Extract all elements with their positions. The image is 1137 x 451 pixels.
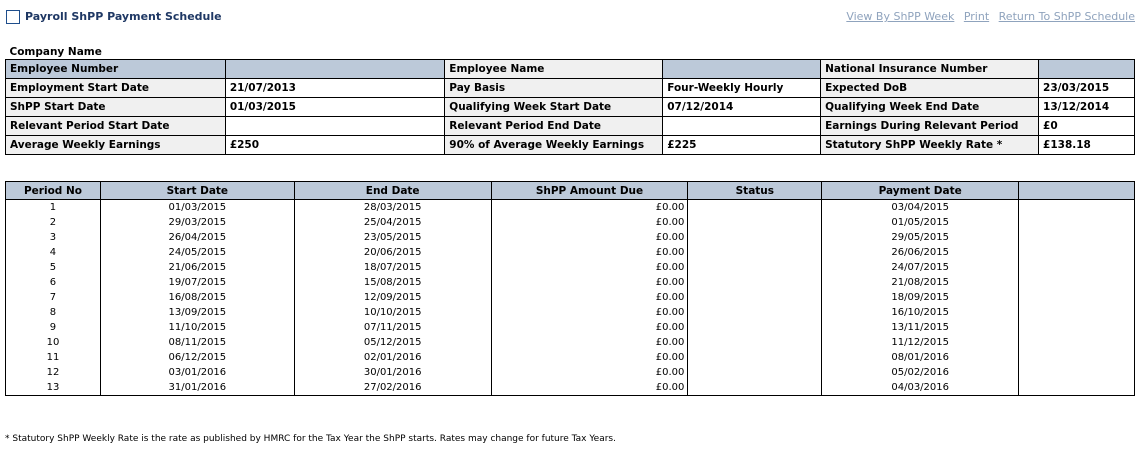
info-value: £138.18: [1039, 136, 1135, 155]
info-value: 01/03/2015: [225, 98, 444, 117]
table-row: [6, 320, 1135, 335]
amount-due-cell: £0.00: [491, 230, 688, 245]
status-cell: [688, 290, 822, 305]
info-value: [1039, 60, 1135, 79]
status-cell: [688, 215, 822, 230]
payment-date-cell: 29/05/2015: [822, 230, 1019, 245]
extra-cell: [1019, 290, 1135, 305]
table-row: [6, 275, 1135, 290]
end-date-cell: 30/01/2016: [294, 365, 491, 380]
table-row: [6, 305, 1135, 320]
status-cell: [688, 380, 822, 396]
info-label: Employment Start Date: [6, 79, 226, 98]
period-no-cell: 1: [6, 200, 101, 216]
table-row: [6, 260, 1135, 275]
info-value: £0: [1039, 117, 1135, 136]
employee-info-table: [5, 44, 1135, 155]
info-label: Employee Name: [445, 60, 663, 79]
status-cell: [688, 320, 822, 335]
info-label: Qualifying Week Start Date: [445, 98, 663, 117]
view-by-shpp-week-link[interactable]: View By ShPP Week: [846, 10, 955, 23]
info-value: [225, 117, 444, 136]
status-cell: [688, 365, 822, 380]
status-cell: [688, 200, 822, 216]
extra-cell: [1019, 320, 1135, 335]
extra-cell: [1019, 275, 1135, 290]
table-row: [6, 290, 1135, 305]
end-date-cell: 18/07/2015: [294, 260, 491, 275]
amount-due-cell: £0.00: [491, 200, 688, 216]
status-cell: [688, 275, 822, 290]
period-no-cell: 6: [6, 275, 101, 290]
start-date-cell: 13/09/2015: [100, 305, 294, 320]
period-no-cell: 12: [6, 365, 101, 380]
status-cell: [688, 230, 822, 245]
period-no-cell: 11: [6, 350, 101, 365]
info-label: ShPP Start Date: [6, 98, 226, 117]
info-label: Employee Number: [6, 60, 226, 79]
column-header: ShPP Amount Due: [491, 182, 688, 200]
payment-date-cell: 21/08/2015: [822, 275, 1019, 290]
amount-due-cell: £0.00: [491, 260, 688, 275]
table-row: [6, 230, 1135, 245]
page-header: [0, 0, 1137, 36]
start-date-cell: 21/06/2015: [100, 260, 294, 275]
period-no-cell: 7: [6, 290, 101, 305]
end-date-cell: 12/09/2015: [294, 290, 491, 305]
info-label: Pay Basis: [445, 79, 663, 98]
header-links: [840, 10, 1135, 23]
company-name-label: Company Name: [6, 44, 445, 60]
start-date-cell: 08/11/2015: [100, 335, 294, 350]
amount-due-cell: £0.00: [491, 365, 688, 380]
info-row: [6, 136, 1135, 155]
info-value: [663, 117, 821, 136]
amount-due-cell: £0.00: [491, 335, 688, 350]
status-cell: [688, 305, 822, 320]
info-value: 23/03/2015: [1039, 79, 1135, 98]
end-date-cell: 27/02/2016: [294, 380, 491, 396]
table-row: [6, 380, 1135, 396]
column-header: Status: [688, 182, 822, 200]
amount-due-cell: £0.00: [491, 350, 688, 365]
start-date-cell: 24/05/2015: [100, 245, 294, 260]
info-value: Four-Weekly Hourly: [663, 79, 821, 98]
end-date-cell: 15/08/2015: [294, 275, 491, 290]
extra-cell: [1019, 215, 1135, 230]
info-label: 90% of Average Weekly Earnings: [445, 136, 663, 155]
period-no-cell: 4: [6, 245, 101, 260]
payment-date-cell: 13/11/2015: [822, 320, 1019, 335]
amount-due-cell: £0.00: [491, 305, 688, 320]
info-value: [663, 60, 821, 79]
column-header: Start Date: [100, 182, 294, 200]
end-date-cell: 05/12/2015: [294, 335, 491, 350]
start-date-cell: 01/03/2015: [100, 200, 294, 216]
period-no-cell: 2: [6, 215, 101, 230]
end-date-cell: 20/06/2015: [294, 245, 491, 260]
period-no-cell: 5: [6, 260, 101, 275]
status-cell: [688, 260, 822, 275]
info-row: [6, 98, 1135, 117]
start-date-cell: 03/01/2016: [100, 365, 294, 380]
payment-schedule-table: [5, 181, 1135, 396]
amount-due-cell: £0.00: [491, 245, 688, 260]
table-row: [6, 215, 1135, 230]
info-value: 13/12/2014: [1039, 98, 1135, 117]
amount-due-cell: £0.00: [491, 275, 688, 290]
extra-cell: [1019, 350, 1135, 365]
page-title: Payroll ShPP Payment Schedule: [25, 10, 222, 23]
amount-due-cell: £0.00: [491, 380, 688, 396]
start-date-cell: 06/12/2015: [100, 350, 294, 365]
status-cell: [688, 245, 822, 260]
column-header: Payment Date: [822, 182, 1019, 200]
end-date-cell: 07/11/2015: [294, 320, 491, 335]
extra-cell: [1019, 200, 1135, 216]
extra-cell: [1019, 230, 1135, 245]
print-link[interactable]: Print: [963, 10, 990, 23]
info-value: [225, 60, 444, 79]
info-value: 07/12/2014: [663, 98, 821, 117]
end-date-cell: 23/05/2015: [294, 230, 491, 245]
column-header: Period No: [6, 182, 101, 200]
start-date-cell: 31/01/2016: [100, 380, 294, 396]
amount-due-cell: £0.00: [491, 290, 688, 305]
amount-due-cell: £0.00: [491, 320, 688, 335]
info-label: Average Weekly Earnings: [6, 136, 226, 155]
table-row: [6, 350, 1135, 365]
info-label: Qualifying Week End Date: [821, 98, 1039, 117]
payment-date-cell: 04/03/2016: [822, 380, 1019, 396]
start-date-cell: 11/10/2015: [100, 320, 294, 335]
extra-cell: [1019, 260, 1135, 275]
start-date-cell: 19/07/2015: [100, 275, 294, 290]
start-date-cell: 26/04/2015: [100, 230, 294, 245]
period-no-cell: 3: [6, 230, 101, 245]
end-date-cell: 10/10/2015: [294, 305, 491, 320]
payment-date-cell: 11/12/2015: [822, 335, 1019, 350]
info-row: [6, 60, 1135, 79]
info-label: Expected DoB: [821, 79, 1039, 98]
end-date-cell: 02/01/2016: [294, 350, 491, 365]
payment-date-cell: 26/06/2015: [822, 245, 1019, 260]
payment-date-cell: 08/01/2016: [822, 350, 1019, 365]
column-header: [1019, 182, 1135, 200]
return-to-shpp-schedule-link[interactable]: Return To ShPP Schedule: [998, 10, 1135, 23]
schedule-header-row: [6, 182, 1135, 200]
extra-cell: [1019, 380, 1135, 396]
info-label: Statutory ShPP Weekly Rate *: [821, 136, 1039, 155]
info-label: Relevant Period Start Date: [6, 117, 226, 136]
start-date-cell: 29/03/2015: [100, 215, 294, 230]
status-cell: [688, 350, 822, 365]
info-value: 21/07/2013: [225, 79, 444, 98]
payment-date-cell: 18/09/2015: [822, 290, 1019, 305]
info-row: [6, 117, 1135, 136]
start-date-cell: 16/08/2015: [100, 290, 294, 305]
extra-cell: [1019, 365, 1135, 380]
extra-cell: [1019, 305, 1135, 320]
info-row: [6, 79, 1135, 98]
payment-date-cell: 16/10/2015: [822, 305, 1019, 320]
footnote: * Statutory ShPP Weekly Rate is the rate as published by HMRC for the Tax Year the ShPP starts. Rates may change for future Tax Years.: [5, 434, 616, 444]
table-row: [6, 365, 1135, 380]
info-label: National Insurance Number: [821, 60, 1039, 79]
table-row: [6, 200, 1135, 216]
payment-date-cell: 01/05/2015: [822, 215, 1019, 230]
table-row: [6, 335, 1135, 350]
extra-cell: [1019, 335, 1135, 350]
end-date-cell: 25/04/2015: [294, 215, 491, 230]
amount-due-cell: £0.00: [491, 215, 688, 230]
info-label: Earnings During Relevant Period: [821, 117, 1039, 136]
payment-date-cell: 24/07/2015: [822, 260, 1019, 275]
table-row: [6, 245, 1135, 260]
extra-cell: [1019, 245, 1135, 260]
info-value: £225: [663, 136, 821, 155]
period-no-cell: 8: [6, 305, 101, 320]
info-label: Relevant Period End Date: [445, 117, 663, 136]
status-cell: [688, 335, 822, 350]
company-name-row: [6, 44, 1135, 60]
end-date-cell: 28/03/2015: [294, 200, 491, 216]
info-value: £250: [225, 136, 444, 155]
period-no-cell: 13: [6, 380, 101, 396]
payment-date-cell: 03/04/2015: [822, 200, 1019, 216]
period-no-cell: 10: [6, 335, 101, 350]
period-no-cell: 9: [6, 320, 101, 335]
payment-date-cell: 05/02/2016: [822, 365, 1019, 380]
header-checkbox[interactable]: [6, 10, 20, 24]
column-header: End Date: [294, 182, 491, 200]
